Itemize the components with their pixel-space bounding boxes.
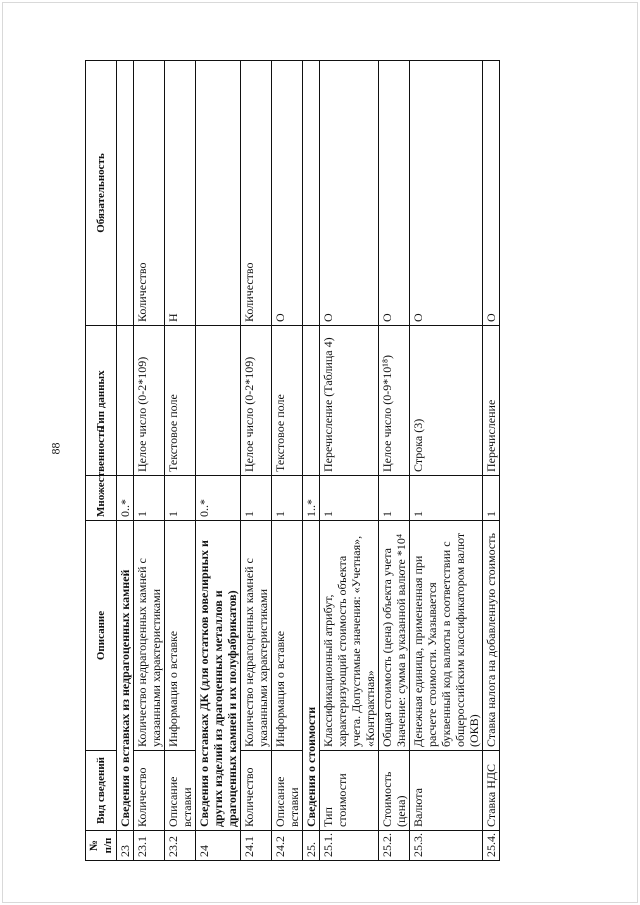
cell-type: Целое число (0-2*109)	[241, 326, 272, 476]
cell-num: 25.1.	[320, 831, 379, 861]
cell-num: 25.	[303, 831, 320, 861]
cell-mult: 1..*	[303, 476, 320, 521]
cell-num: 24	[196, 831, 241, 861]
cell-type: Текстовое поле	[165, 326, 196, 476]
page-number: 88	[48, 442, 63, 455]
cell-desc: Классификационный атрибут, характеризующий стоимость объекта учета. Допустимые значения: «Учетная», «Контрактная»	[320, 521, 379, 751]
header-req: Обязательность	[86, 61, 117, 326]
cell-req: Количество	[134, 61, 165, 326]
cell-mult: 1	[134, 476, 165, 521]
header-name: Вид сведений	[86, 751, 117, 831]
table-row	[272, 61, 303, 861]
cell-name: Ставка НДС	[483, 751, 500, 831]
table-row	[483, 61, 500, 861]
cell-type	[117, 326, 134, 476]
cell-req	[303, 61, 320, 326]
cell-name: Количество	[134, 751, 165, 831]
cell-name: Описание вставки	[165, 751, 196, 831]
cell-type	[196, 326, 241, 476]
cell-name: Описание вставки	[272, 751, 303, 831]
cell-num: 24.2	[272, 831, 303, 861]
cell-desc: Количество недрагоценных камней с указанными характеристиками	[241, 521, 272, 751]
cell-req	[117, 61, 134, 326]
cell-name: Тип стоимости	[320, 751, 379, 831]
cell-num: 23.2	[165, 831, 196, 861]
cell-num: 24.1	[241, 831, 272, 861]
table-row-section	[196, 61, 241, 861]
cell-num: 25.3.	[410, 831, 483, 861]
table-row	[379, 61, 410, 861]
cell-req: О	[320, 61, 379, 326]
cell-num: 25.2.	[379, 831, 410, 861]
cell-req: Н	[165, 61, 196, 326]
header-num: № п/п	[86, 831, 117, 861]
header-desc: Описание	[86, 521, 117, 751]
cell-name: Валюта	[410, 751, 483, 831]
cell-type: Целое число (0-2*109)	[134, 326, 165, 476]
cell-req	[196, 61, 241, 326]
table-row	[134, 61, 165, 861]
cell-type: Текстовое поле	[272, 326, 303, 476]
header-mult: Множественность	[86, 476, 117, 521]
cell-type: Перечисление	[483, 326, 500, 476]
cell-req: Количество	[241, 61, 272, 326]
table-row-section	[303, 61, 320, 861]
cell-desc: Количество недрагоценных камней с указанными характеристиками	[134, 521, 165, 751]
table-row-section	[117, 61, 134, 861]
cell-name: Стоимость (цена)	[379, 751, 410, 831]
table-row	[410, 61, 483, 861]
cell-req: О	[272, 61, 303, 326]
cell-req: О	[483, 61, 500, 326]
cell-desc: Денежная единица, примененная при расчете стоимости. Указывается буквенный код валюты в соответствии с общероссийским классификатором валют (ОКВ)	[410, 521, 483, 751]
section-title: Сведения о вставках ДК (для остатков ювелирных и других изделий из драгоценных металлов и драгоценных камней и их полуфабрикатов)	[196, 521, 241, 831]
header-type: Тип данных	[86, 326, 117, 476]
cell-desc: Ставка налога на добавленную стоимость	[483, 521, 500, 751]
table-row	[241, 61, 272, 861]
cell-name: Количество	[241, 751, 272, 831]
cell-num: 23.1	[134, 831, 165, 861]
cell-desc: Информация о вставке	[165, 521, 196, 751]
data-table	[85, 60, 500, 861]
cell-mult: 1	[483, 476, 500, 521]
table-row	[165, 61, 196, 861]
cell-mult: 1	[320, 476, 379, 521]
cell-type: Строка (3)	[410, 326, 483, 476]
table-row	[320, 61, 379, 861]
section-title: Сведения о вставках из недрагоценных камней	[117, 521, 134, 831]
cell-mult: 0..*	[117, 476, 134, 521]
cell-num: 23	[117, 831, 134, 861]
cell-type: Целое число (0-9*10¹⁸)	[379, 326, 410, 476]
cell-req: О	[379, 61, 410, 326]
table-header-row	[86, 61, 117, 861]
cell-num: 25.4.	[483, 831, 500, 861]
cell-type	[303, 326, 320, 476]
cell-mult: 1	[272, 476, 303, 521]
cell-mult: 1	[165, 476, 196, 521]
rotated-table-wrapper	[85, 61, 605, 861]
cell-mult: 0..*	[196, 476, 241, 521]
cell-req: О	[410, 61, 483, 326]
cell-desc: Информация о вставке	[272, 521, 303, 751]
cell-mult: 1	[410, 476, 483, 521]
cell-type: Перечисление (Таблица 4)	[320, 326, 379, 476]
section-title: Сведения о стоимости	[303, 521, 320, 831]
cell-mult: 1	[379, 476, 410, 521]
cell-desc: Общая стоимость (цена) объекта учета Значение: сумма в указанной валюте *10⁴	[379, 521, 410, 751]
cell-mult: 1	[241, 476, 272, 521]
